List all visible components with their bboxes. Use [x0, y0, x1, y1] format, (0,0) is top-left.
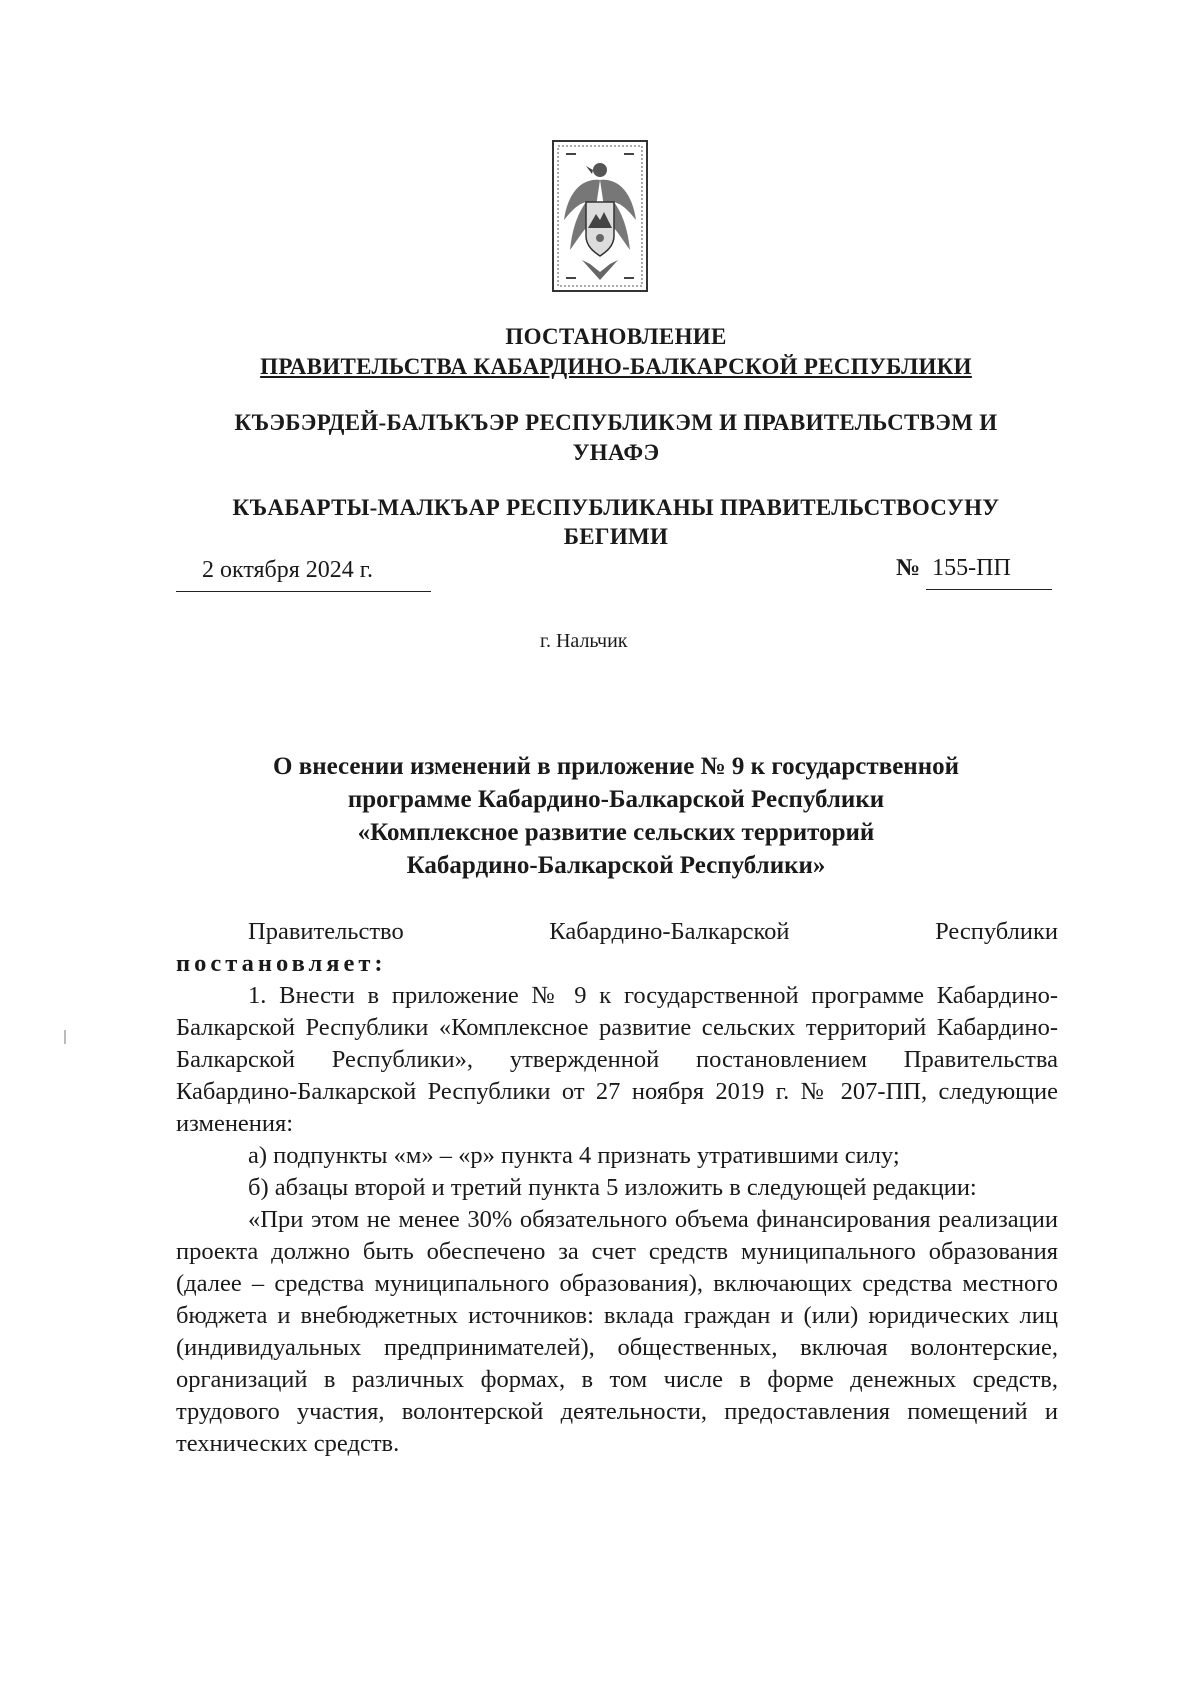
title-line: «Комплексное развитие сельских территорий — [357, 819, 875, 846]
coat-of-arms-emblem — [552, 140, 648, 292]
item-1: 1. Внести в приложение № 9 к государственной программе Кабардино-Балкарской Республики «Комплексное развитие сельских территорий Кабардино-Балкарской Республики», утвержденной постановлением Правительства Кабардино-Балкарской Республики от 27 ноября 2019 г. № 207-ПП, следующие изменения: — [176, 982, 1058, 1137]
number-sign: № — [896, 555, 921, 581]
title-line: программе Кабардино-Балкарской Республики — [347, 786, 885, 813]
issuer-heading: ПРАВИТЕЛЬСТВА КАБАРДИНО-БАЛКАРСКОЙ РЕСПУБЛИКИ — [260, 354, 972, 379]
city: г. Нальчик — [540, 630, 628, 652]
title-line: О внесении изменений в приложение № 9 к государственной — [273, 753, 959, 780]
kabardian-heading-line1: КЪЭБЭРДЕЙ-БАЛЪКЪЭР РЕСПУБЛИКЭМ И ПРАВИТЕЛЬСТВЭМ И — [234, 410, 998, 435]
item-b: б) абзацы второй и третий пункта 5 изложить в следующей редакции: — [248, 1174, 977, 1201]
document-date: 2 октября 2024 г. — [176, 555, 431, 592]
balkar-heading-line1: КЪАБАРТЫ-МАЛКЪАР РЕСПУБЛИКАНЫ ПРАВИТЕЛЬСТВОСУНУ — [232, 495, 1000, 520]
item-a: а) подпункты «м» – «р» пункта 4 признать утратившими силу; — [248, 1142, 900, 1169]
postanovlyaet: постановляет: — [176, 950, 387, 977]
preamble-line — [176, 916, 1058, 948]
kabardian-heading-line2: УНАФЭ — [572, 440, 660, 465]
quoted-paragraph: «При этом не менее 30% обязательного объема финансирования реализации проекта должно быть обеспечено за счет средств муниципального образования (далее – средства муниципального образования), включающих средства местного бюджета и внебюджетных источников: вклада граждан и (или) юридических лиц (индивидуальных предпринимателей), общественных, включая волонтерские, организаций в различных формах, в том числе в форме денежных средств, трудового участия, волонтерской деятельности, предоставления помещений и технических средств. — [176, 1206, 1058, 1457]
document-number — [896, 553, 1058, 590]
preamble-word: Правительство — [248, 918, 404, 945]
document-title — [176, 750, 1056, 882]
doc-type-heading: ПОСТАНОВЛЕНИЕ — [505, 324, 727, 349]
title-line: Кабардино-Балкарской Республики» — [406, 852, 826, 879]
scan-margin-mark — [64, 1030, 66, 1044]
preamble-word: Кабардино-Балкарской — [549, 918, 790, 945]
document-body — [176, 916, 1058, 1460]
number-value: 155-ПП — [926, 553, 1052, 590]
balkar-heading-line2: БЕГИМИ — [563, 524, 669, 549]
preamble-word: Республики — [935, 918, 1058, 945]
